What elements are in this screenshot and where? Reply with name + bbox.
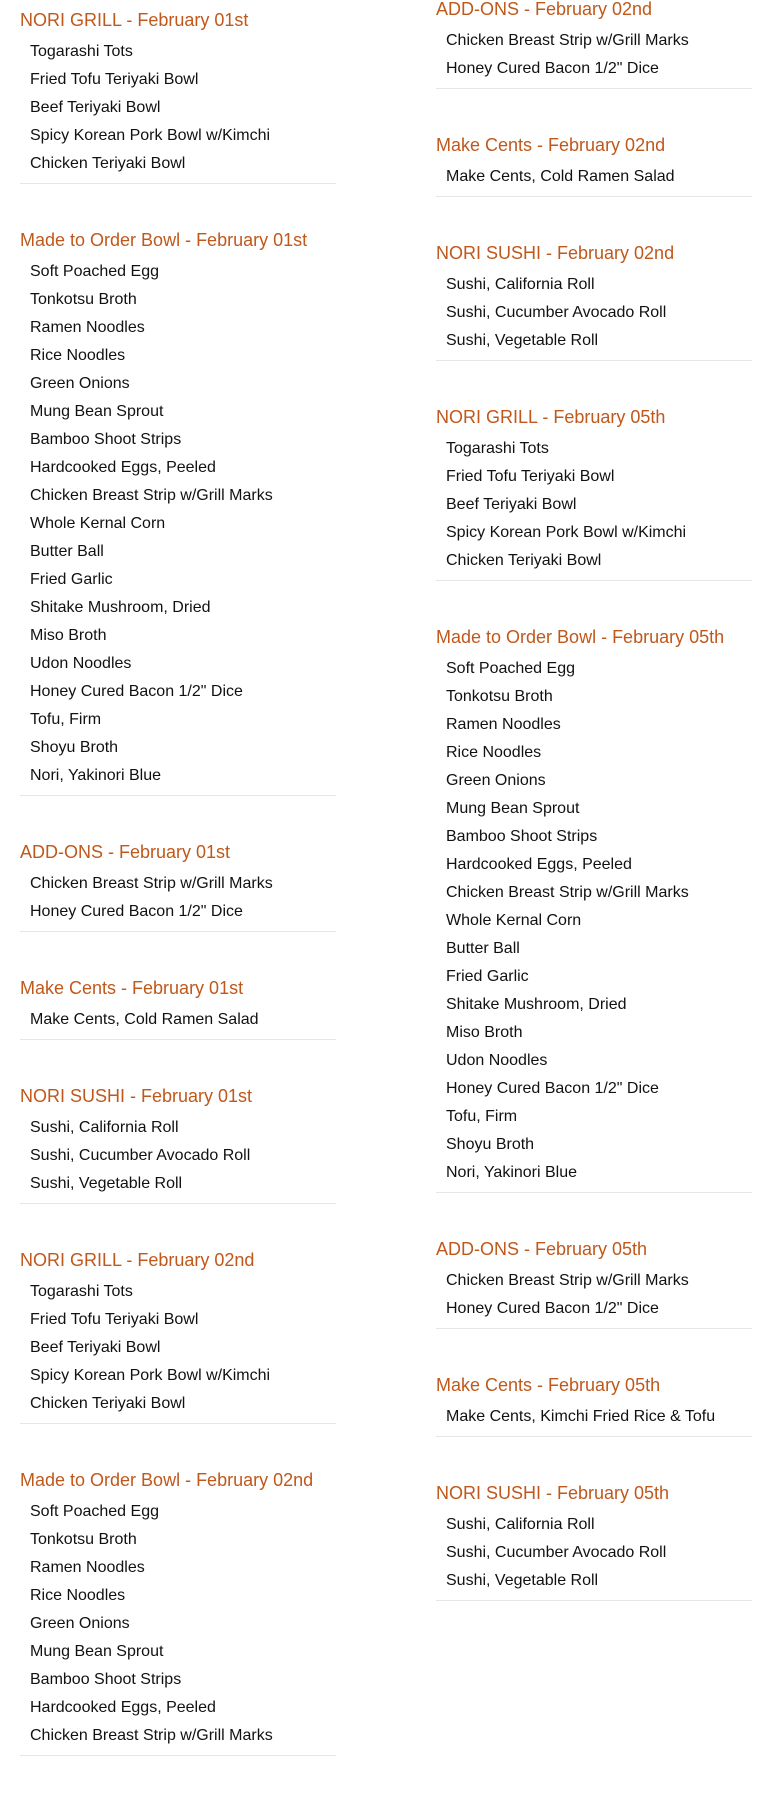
menu-item: Chicken Teriyaki Bowl <box>446 552 602 569</box>
menu-item: Fried Garlic <box>30 571 113 588</box>
menu-item: Green Onions <box>30 1615 130 1632</box>
menu-item: Sushi, Vegetable Roll <box>30 1175 183 1192</box>
menu-item: Chicken Breast Strip w/Grill Marks <box>30 875 273 892</box>
section-title: ADD-ONS - February 02nd <box>436 0 653 19</box>
menu-item: Butter Ball <box>30 543 104 560</box>
menu-section <box>20 841 336 932</box>
menu-item: Sushi, California Roll <box>446 276 595 293</box>
menu-section <box>20 977 336 1040</box>
menu-item: Green Onions <box>30 375 130 392</box>
menu-item: Chicken Teriyaki Bowl <box>30 1395 186 1412</box>
section-title: NORI GRILL - February 01st <box>20 10 249 30</box>
menu-item: Udon Noodles <box>446 1052 548 1069</box>
menu-section <box>436 626 752 1193</box>
menu-section <box>436 134 752 197</box>
menu-section <box>436 242 752 361</box>
section-title: ADD-ONS - February 05th <box>436 1239 648 1259</box>
menu-item: Togarashi Tots <box>30 43 133 60</box>
menu-item: Sushi, Cucumber Avocado Roll <box>446 304 667 321</box>
menu-item: Shitake Mushroom, Dried <box>30 599 211 616</box>
menu-item: Chicken Breast Strip w/Grill Marks <box>446 32 689 49</box>
menu-item: Nori, Yakinori Blue <box>446 1164 578 1181</box>
section-title: NORI SUSHI - February 01st <box>20 1086 253 1106</box>
menu-section <box>20 9 336 184</box>
menu-item: Tonkotsu Broth <box>30 1531 137 1548</box>
menu-item-list <box>20 870 336 926</box>
menu-item: Hardcooked Eggs, Peeled <box>30 1699 216 1716</box>
menu-item: Beef Teriyaki Bowl <box>30 1339 161 1356</box>
menu-item: Miso Broth <box>446 1024 523 1041</box>
menu-item: Sushi, California Roll <box>30 1119 179 1136</box>
menu-item: Soft Poached Egg <box>446 660 575 677</box>
section-title: Make Cents - February 01st <box>20 978 244 998</box>
menu-item: Bamboo Shoot Strips <box>30 1671 182 1688</box>
menu-section <box>436 406 752 581</box>
menu-item-list <box>436 1267 752 1323</box>
menu-item: Make Cents, Cold Ramen Salad <box>30 1011 259 1028</box>
section-title: NORI GRILL - February 05th <box>436 407 666 427</box>
menu-section <box>436 1482 752 1601</box>
menu-item: Chicken Breast Strip w/Grill Marks <box>446 884 689 901</box>
menu-item: Tonkotsu Broth <box>446 688 553 705</box>
menu-item-list <box>436 271 752 355</box>
menu-item: Beef Teriyaki Bowl <box>446 496 577 513</box>
section-title: Make Cents - February 05th <box>436 1375 661 1395</box>
menu-item: Beef Teriyaki Bowl <box>30 99 161 116</box>
menu-item-list <box>20 1006 336 1034</box>
section-title: NORI SUSHI - February 05th <box>436 1483 670 1503</box>
menu-item: Bamboo Shoot Strips <box>446 828 598 845</box>
menu-item: Ramen Noodles <box>30 319 145 336</box>
menu-item: Ramen Noodles <box>446 716 561 733</box>
section-title: ADD-ONS - February 01st <box>20 842 231 862</box>
menu-item: Chicken Teriyaki Bowl <box>30 155 186 172</box>
menu-item: Shoyu Broth <box>30 739 119 756</box>
menu-item: Bamboo Shoot Strips <box>30 431 182 448</box>
menu-item: Hardcooked Eggs, Peeled <box>30 459 216 476</box>
menu-item: Ramen Noodles <box>30 1559 145 1576</box>
menu-item: Make Cents, Kimchi Fried Rice & Tofu <box>446 1408 716 1425</box>
menu-item-list <box>20 1498 336 1750</box>
menu-item-list <box>436 163 752 191</box>
menu-item: Spicy Korean Pork Bowl w/Kimchi <box>30 1367 271 1384</box>
menu-item: Soft Poached Egg <box>30 1503 159 1520</box>
section-title: Make Cents - February 02nd <box>436 135 666 155</box>
menu-item: Spicy Korean Pork Bowl w/Kimchi <box>30 127 271 144</box>
menu-item: Mung Bean Sprout <box>30 1643 164 1660</box>
menu-item: Nori, Yakinori Blue <box>30 767 162 784</box>
menu-item: Togarashi Tots <box>446 440 549 457</box>
section-title: NORI GRILL - February 02nd <box>20 1250 255 1270</box>
menu-item: Sushi, Cucumber Avocado Roll <box>30 1147 251 1164</box>
menu-item: Hardcooked Eggs, Peeled <box>446 856 632 873</box>
menu-column-right <box>436 0 752 1646</box>
section-title: Made to Order Bowl - February 01st <box>20 230 308 250</box>
menu-section <box>20 1469 336 1756</box>
menu-item: Tofu, Firm <box>30 711 102 728</box>
menu-item: Rice Noodles <box>446 744 542 761</box>
menu-item: Whole Kernal Corn <box>30 515 166 532</box>
menu-item-list <box>436 435 752 575</box>
menu-item: Togarashi Tots <box>30 1283 133 1300</box>
menu-item-list <box>436 27 752 83</box>
menu-item: Sushi, Vegetable Roll <box>446 1572 599 1589</box>
menu-section <box>436 0 752 89</box>
menu-item: Whole Kernal Corn <box>446 912 582 929</box>
menu-item: Tonkotsu Broth <box>30 291 137 308</box>
menu-item: Rice Noodles <box>30 1587 126 1604</box>
menu-item: Honey Cured Bacon 1/2" Dice <box>30 683 243 700</box>
menu-item: Shitake Mushroom, Dried <box>446 996 627 1013</box>
menu-item: Honey Cured Bacon 1/2" Dice <box>446 1080 659 1097</box>
menu-item: Soft Poached Egg <box>30 263 159 280</box>
menu-column-left <box>20 9 336 1801</box>
menu-section <box>436 1374 752 1437</box>
menu-item-list <box>436 655 752 1187</box>
menu-item: Chicken Breast Strip w/Grill Marks <box>446 1272 689 1289</box>
menu-item-list <box>436 1403 752 1431</box>
menu-item: Fried Tofu Teriyaki Bowl <box>30 1311 199 1328</box>
menu-item: Fried Tofu Teriyaki Bowl <box>446 468 615 485</box>
menu-item: Mung Bean Sprout <box>30 403 164 420</box>
section-title: Made to Order Bowl - February 02nd <box>20 1470 314 1490</box>
menu-item: Chicken Breast Strip w/Grill Marks <box>30 1727 273 1744</box>
menu-item: Miso Broth <box>30 627 107 644</box>
section-title: Made to Order Bowl - February 05th <box>436 627 725 647</box>
menu-item: Chicken Breast Strip w/Grill Marks <box>30 487 273 504</box>
menu-item: Sushi, Vegetable Roll <box>446 332 599 349</box>
menu-item: Honey Cured Bacon 1/2" Dice <box>30 903 243 920</box>
menu-item-list <box>20 1278 336 1418</box>
menu-item-list <box>20 1114 336 1198</box>
menu-section <box>20 1249 336 1424</box>
menu-section <box>20 1085 336 1204</box>
menu-item-list <box>436 1511 752 1595</box>
menu-item: Sushi, Cucumber Avocado Roll <box>446 1544 667 1561</box>
menu-item: Make Cents, Cold Ramen Salad <box>446 168 675 185</box>
menu-item: Fried Tofu Teriyaki Bowl <box>30 71 199 88</box>
menu-item: Honey Cured Bacon 1/2" Dice <box>446 60 659 77</box>
menu-item-list <box>20 258 336 790</box>
menu-item: Tofu, Firm <box>446 1108 518 1125</box>
menu-item: Spicy Korean Pork Bowl w/Kimchi <box>446 524 687 541</box>
menu-item: Udon Noodles <box>30 655 132 672</box>
menu-item: Green Onions <box>446 772 546 789</box>
menu-item-list <box>20 38 336 178</box>
section-title: NORI SUSHI - February 02nd <box>436 243 675 263</box>
menu-item: Honey Cured Bacon 1/2" Dice <box>446 1300 659 1317</box>
menu-item: Sushi, California Roll <box>446 1516 595 1533</box>
menu-item: Rice Noodles <box>30 347 126 364</box>
menu-item: Mung Bean Sprout <box>446 800 580 817</box>
menu-section <box>436 1238 752 1329</box>
menu-item: Butter Ball <box>446 940 520 957</box>
menu-section <box>20 229 336 796</box>
menu-item: Shoyu Broth <box>446 1136 535 1153</box>
menu-item: Fried Garlic <box>446 968 529 985</box>
